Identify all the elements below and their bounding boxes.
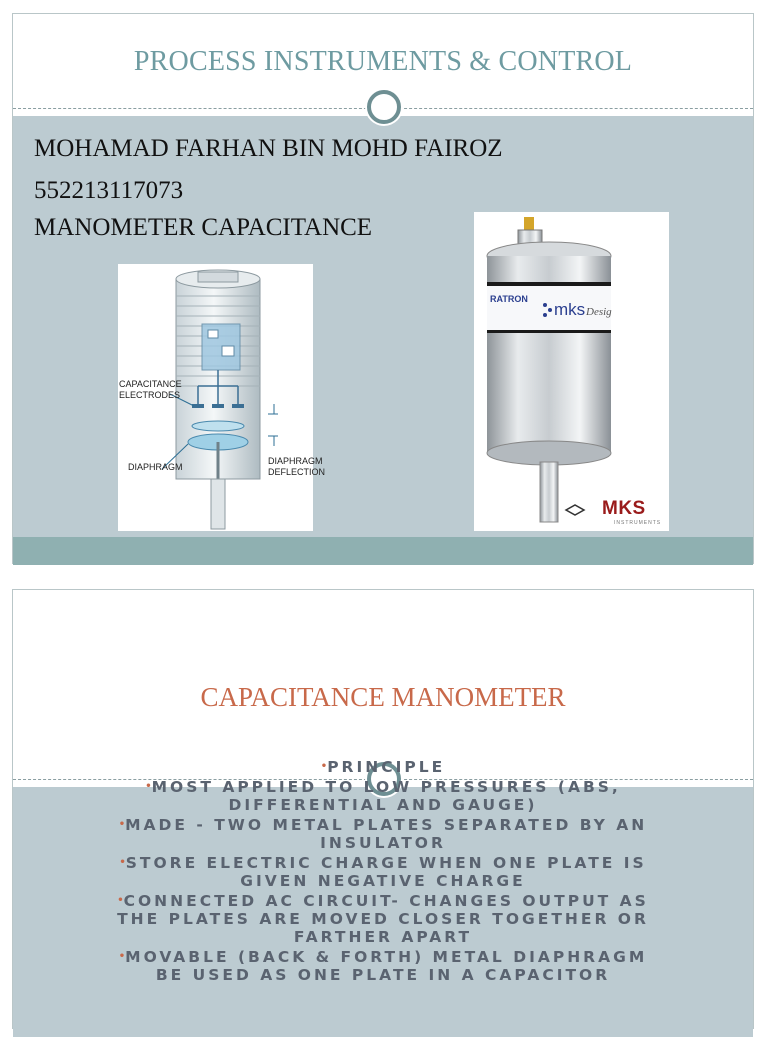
capacitance-electrodes-label: CAPACITANCE ELECTRODES	[119, 379, 182, 400]
slide-1-footer-band	[13, 537, 753, 565]
author-name: MOHAMAD FARHAN BIN MOHD FAIROZ	[34, 135, 503, 162]
bullet-dot: •	[117, 895, 124, 906]
bullet-text: MOVABLE (BACK & FORTH) METAL DIAPHRAGM BE USED AS ONE PLATE IN A CAPACITOR	[125, 948, 648, 984]
bullet-list	[13, 758, 753, 986]
bullet-dot: •	[145, 781, 152, 792]
slide-1	[12, 13, 754, 564]
slide-2-title: CAPACITANCE MANOMETER	[200, 682, 566, 712]
diaphragm-deflection-label: DIAPHRAGM DEFLECTION	[268, 456, 326, 477]
bullet-text: MOST APPLIED TO LOW PRESSURES (ABS, DIFFERENTIAL AND GAUGE)	[151, 778, 621, 814]
bullet-item	[103, 816, 663, 852]
bullet-dot: •	[118, 819, 126, 830]
bullet-item	[103, 778, 663, 814]
mks-logo-subtext: INSTRUMENTS	[614, 520, 662, 526]
bullet-item	[103, 758, 663, 776]
brand-band-right-text: Desig	[586, 306, 612, 318]
bullet-item	[103, 948, 663, 984]
slide-2	[12, 589, 754, 1029]
diaphragm-label: DIAPHRAGM	[128, 462, 183, 472]
topic-line: MANOMETER CAPACITANCE	[34, 214, 373, 241]
bullet-text: PRINCIPLE	[327, 758, 446, 776]
bullet-text: MADE - TWO METAL PLATES SEPARATED BY AN INSULATOR	[125, 816, 648, 852]
mks-product-photo	[474, 212, 669, 531]
capacitance-diagram	[118, 264, 326, 531]
bullet-dot: •	[320, 761, 328, 772]
brand-band-logo-text: mks	[554, 300, 586, 319]
brand-band-left-text: RATRON	[490, 294, 528, 304]
bullet-item	[103, 892, 663, 946]
ring-ornament-icon	[367, 90, 401, 124]
bullet-text: STORE ELECTRIC CHARGE WHEN ONE PLATE IS GIVEN NEGATIVE CHARGE	[125, 854, 647, 890]
baratron-gauge-image	[474, 212, 669, 531]
student-id: 552213117073	[34, 177, 184, 204]
bullet-dot: •	[119, 857, 126, 868]
bullet-dot: •	[118, 951, 126, 962]
mks-logo-text: MKS	[602, 498, 646, 519]
bullet-text: CONNECTED AC CIRCUIT- CHANGES OUTPUT AS THE PLATES ARE MOVED CLOSER TOGETHER OR FARTHER APART	[117, 892, 649, 946]
slide-1-title: PROCESS INSTRUMENTS & CONTROL	[133, 46, 633, 77]
bullet-item	[103, 854, 663, 890]
